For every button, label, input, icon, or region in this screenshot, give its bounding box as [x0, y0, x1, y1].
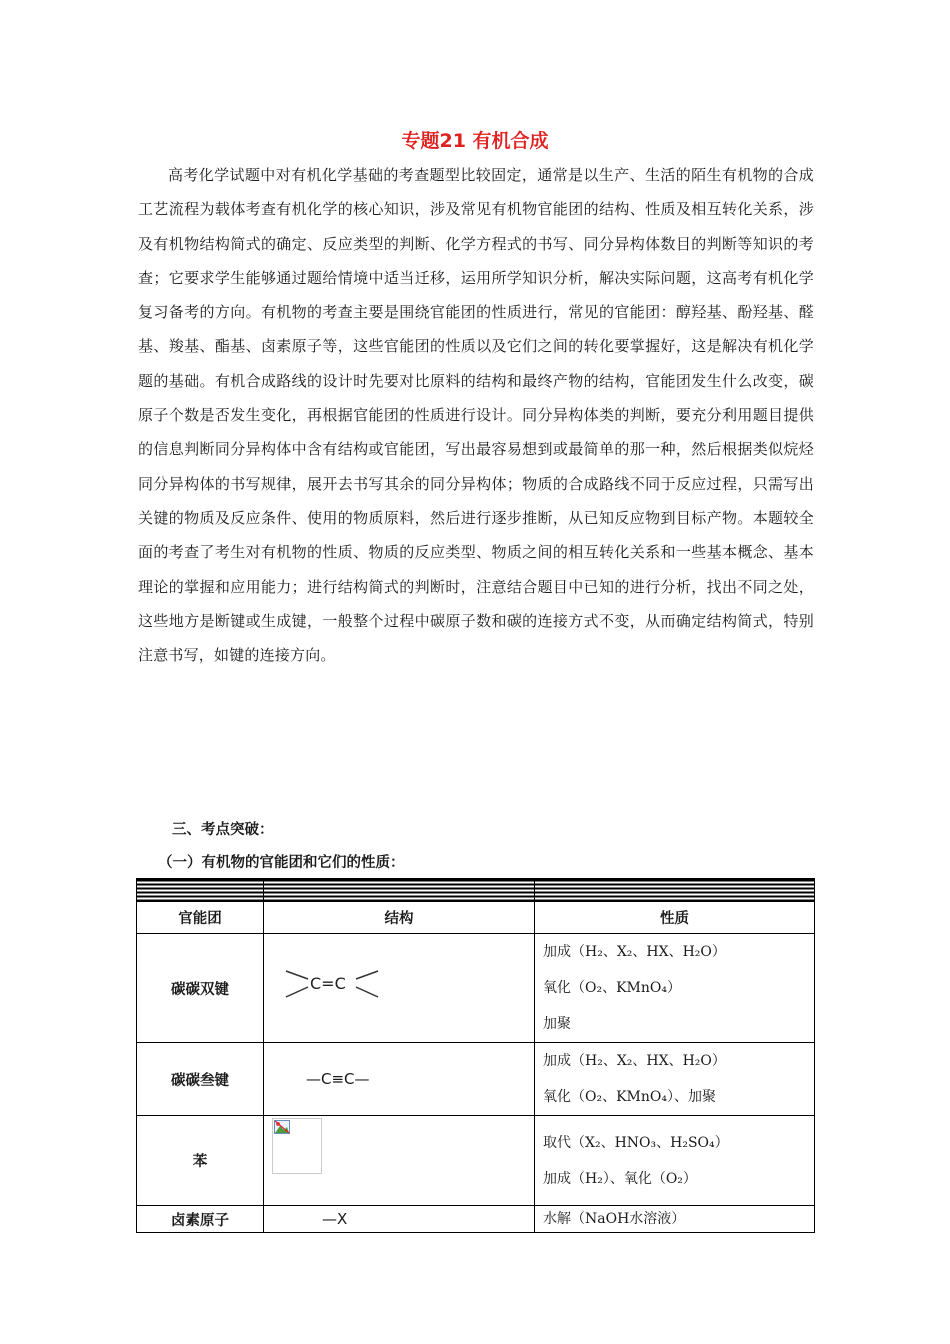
- benzene-image-placeholder: [272, 1118, 322, 1174]
- properties-cell: [535, 1206, 815, 1233]
- table-row: [137, 1206, 815, 1233]
- property-line: 氧化（O₂、KMnO₄）、加聚: [543, 1089, 716, 1105]
- properties-cell: [535, 934, 815, 1043]
- property-line: 加成（H₂、X₂、HX、H₂O）: [543, 1053, 726, 1069]
- broken-image-icon: [274, 1120, 290, 1134]
- structure-cell: [264, 1043, 535, 1116]
- properties-cell: [535, 1043, 815, 1116]
- table-row: [137, 934, 815, 1043]
- property-line: 加聚: [543, 1016, 571, 1032]
- property-line: 氧化（O₂、KMnO₄）: [543, 980, 681, 996]
- group-name: 碳碳双键: [137, 934, 264, 1043]
- intro-paragraph: 高考化学试题中对有机化学基础的考查题型比较固定，通常是以生产、生活的陌生有机物的合成工艺流程为载体考查有机化学的核心知识，涉及常见有机物官能团的结构、性质及相互转化关系，涉及有机物结构简式的确定、反应类型的判断、化学方程式的书写、同分异构体数目的判断等知识的考查；它要求学生能够通过题给情境中适当迁移，运用所学知识分析，解决实际问题，这高考有机化学复习备考的方向。有机物的考查主要是围绕官能团的性质进行，常见的官能团：醇羟基、酚羟基、醛基、羧基、酯基、卤素原子等，这些官能团的性质以及它们之间的转化要掌握好，这是解决有机化学题的基础。有机合成路线的设计时先要对比原料的结构和最终产物的结构，官能团发生什么改变，碳原子个数是否发生变化，再根据官能团的性质进行设计。同分异构体类的判断，要充分利用题目提供的信息判断同分异构体中含有结构或官能团，写出最容易想到或最简单的那一种，然后根据类似烷烃同分异构体的书写规律，展开去书写其余的同分异构体；物质的合成路线不同于反应过程，只需写出关键的物质及反应条件、使用的物质原料，然后进行逐步推断，从已知反应物到目标产物。本题较全面的考查了考生对有机物的性质、物质的反应类型、物质之间的相互转化关系和一些基本概念、基本理论的掌握和应用能力；进行结构简式的判断时，注意结合题目中已知的进行分析，找出不同之处，这些地方是断键或生成键，一般整个过程中碳原子数和碳的连接方式不变，从而确定结构简式，特别注意书写，如键的连接方向。: [138, 166, 814, 665]
- structure-cell: [264, 934, 535, 1043]
- structure-text: —C≡C—: [306, 1070, 370, 1088]
- header-properties: 性质: [535, 902, 815, 934]
- group-name: 碳碳叁键: [137, 1043, 264, 1116]
- double-bond-structure: [282, 961, 402, 1011]
- property-line: 取代（X₂、HNO₃、H₂SO₄）: [543, 1134, 729, 1151]
- functional-group-table: [136, 878, 815, 1233]
- header-group: 官能团: [137, 902, 264, 934]
- structure-cell: [264, 1116, 535, 1206]
- table-row: [137, 1116, 815, 1206]
- group-name: 苯: [137, 1116, 264, 1206]
- properties-cell: [535, 1116, 815, 1206]
- property-line: 水解（NaOH水溶液）: [543, 1211, 686, 1227]
- property-line: 加成（H₂、X₂、HX、H₂O）: [543, 944, 726, 960]
- document-title: 专题21 有机合成: [401, 130, 549, 152]
- header-structure: 结构: [264, 902, 535, 934]
- subsection-heading: （一）有机物的官能团和它们的性质：: [158, 855, 405, 871]
- structure-text: —X: [322, 1210, 348, 1228]
- section-heading: 三、考点突破：: [172, 822, 274, 838]
- structure-text: C=C: [310, 974, 346, 993]
- property-line: 加成（H₂）、氧化（O₂）: [543, 1170, 697, 1187]
- table-header-row: [137, 902, 815, 934]
- table-top-bar: [137, 879, 815, 902]
- structure-cell: [264, 1206, 535, 1233]
- table-row: [137, 1043, 815, 1116]
- group-name: 卤素原子: [137, 1206, 264, 1233]
